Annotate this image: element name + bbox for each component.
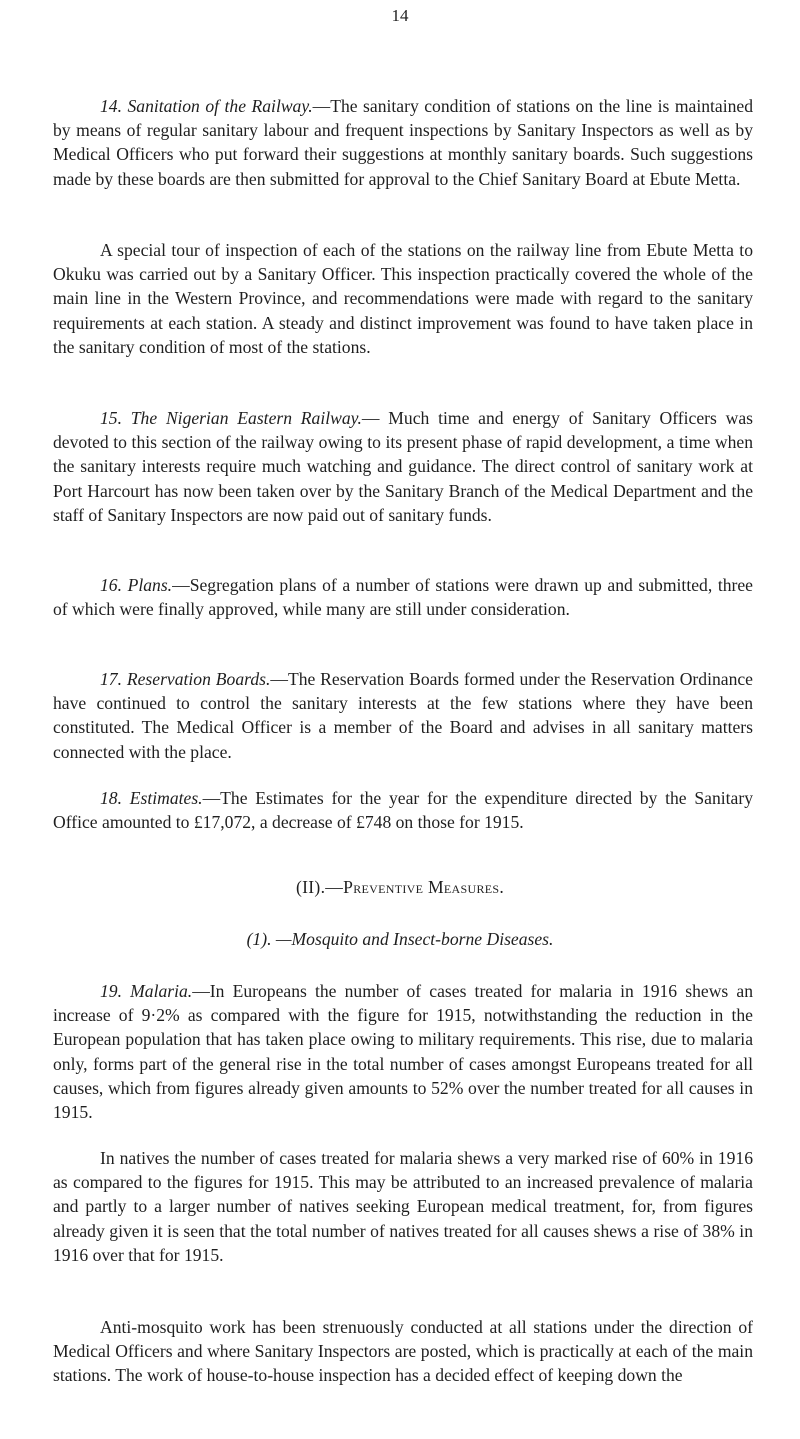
paragraph-plans	[53, 573, 753, 621]
paragraph-text: —The Estimates for the year for the expenditure directed by the Sanitary Office amounted to £17,072, a decrease of £748 on those for 1915.	[53, 788, 753, 833]
paragraph-text: Anti-mosquito work has been strenuously conducted at all stations under the direction of Medical Officers and where Sanitary Inspectors are posted, which is practically at each of the main stations. The work of house-to-house inspection has a decided effect of keeping down the	[53, 1317, 753, 1386]
paragraph-heading: 16. Plans.	[100, 575, 173, 595]
paragraph-sanitation-railway	[53, 94, 753, 191]
paragraph-malaria	[53, 979, 753, 1124]
section-title: (II).—Preventive Measures.	[295, 877, 505, 897]
paragraph-text: A special tour of inspection of each of the stations on the railway line from Ebute Metta to Okuku was carried out by a Sanitary Officer. This inspection practically covered the whole of the main line in the Western Province, and recommendations were made with regard to the sanitary requirements at each station. A steady and distinct improvement was found to have taken place in the sanitary condition of most of the stations.	[53, 240, 753, 357]
paragraph-anti-mosquito	[53, 1315, 753, 1388]
page-number: 14	[391, 6, 409, 25]
paragraph-text: — Much time and energy of Sanitary Officers was devoted to this section of the railway owing to its present phase of rapid development, a time when the sanitary interests require much watching and guidance. The direct control of sanitary work at Port Harcourt has now been taken over by the Sanitary Branch of the Medical Department and the staff of Sanitary Inspectors are now paid out of sanitary funds.	[53, 408, 754, 525]
subsection-title: (1). —Mosquito and Insect-borne Diseases.	[246, 929, 554, 949]
paragraph-heading: 18. Estimates.	[100, 788, 203, 808]
paragraph-text: —In Europeans the number of cases treated for malaria in 1916 shews an increase of 9·2% as compared with the figure for 1915, notwithstanding the reduction in the European population that has taken place owing to military requirements. This rise, due to malaria only, forms part of the general rise in the total number of cases amongst Europeans treated for all causes, which from figures already given amounts to 52% over the number treated for all causes in 1915.	[53, 981, 753, 1123]
paragraph-estimates	[53, 786, 753, 834]
paragraph-heading: 15. The Nigerian Eastern Railway.	[100, 408, 362, 428]
paragraph-heading: 14. Sanitation of the Railway.	[100, 96, 313, 116]
paragraph-text: In natives the number of cases treated for malaria shews a very marked rise of 60% in 1916 as compared to the figures for 1915. This may be attributed to an increased prevalence of malaria and partly to a larger number of natives seeking European medical treatment, for, from figures already given it is seen that the total number of natives treated for all causes shews a rise of 38% in 1916 over that for 1915.	[53, 1148, 753, 1265]
paragraph-heading: 19. Malaria.	[100, 981, 193, 1001]
paragraph-heading: 17. Reservation Boards.	[100, 669, 271, 689]
paragraph-text: —The Reservation Boards formed under the Reservation Ordinance have continued to control the sanitary interests at the few stations where they have been constituted. The Medical Officer is a member of the Board and advises in all sanitary matters connected with the place.	[53, 669, 753, 762]
paragraph-text: —The sanitary condition of stations on the line is maintained by means of regular sanitary labour and frequent inspections by Sanitary Inspectors as well as by Medical Officers who put forward their suggestions at monthly sanitary boards. Such suggestions made by these boards are then submitted for approval to the Chief Sanitary Board at Ebute Metta.	[53, 96, 754, 189]
paragraph-special-tour	[53, 238, 753, 359]
paragraph-text: —Segregation plans of a number of stations were drawn up and submitted, three of which were finally approved, while many are still under consideration.	[53, 575, 753, 620]
paragraph-malaria-natives	[53, 1146, 753, 1267]
paragraph-nigerian-eastern-railway	[53, 406, 753, 527]
paragraph-reservation-boards	[53, 667, 753, 764]
